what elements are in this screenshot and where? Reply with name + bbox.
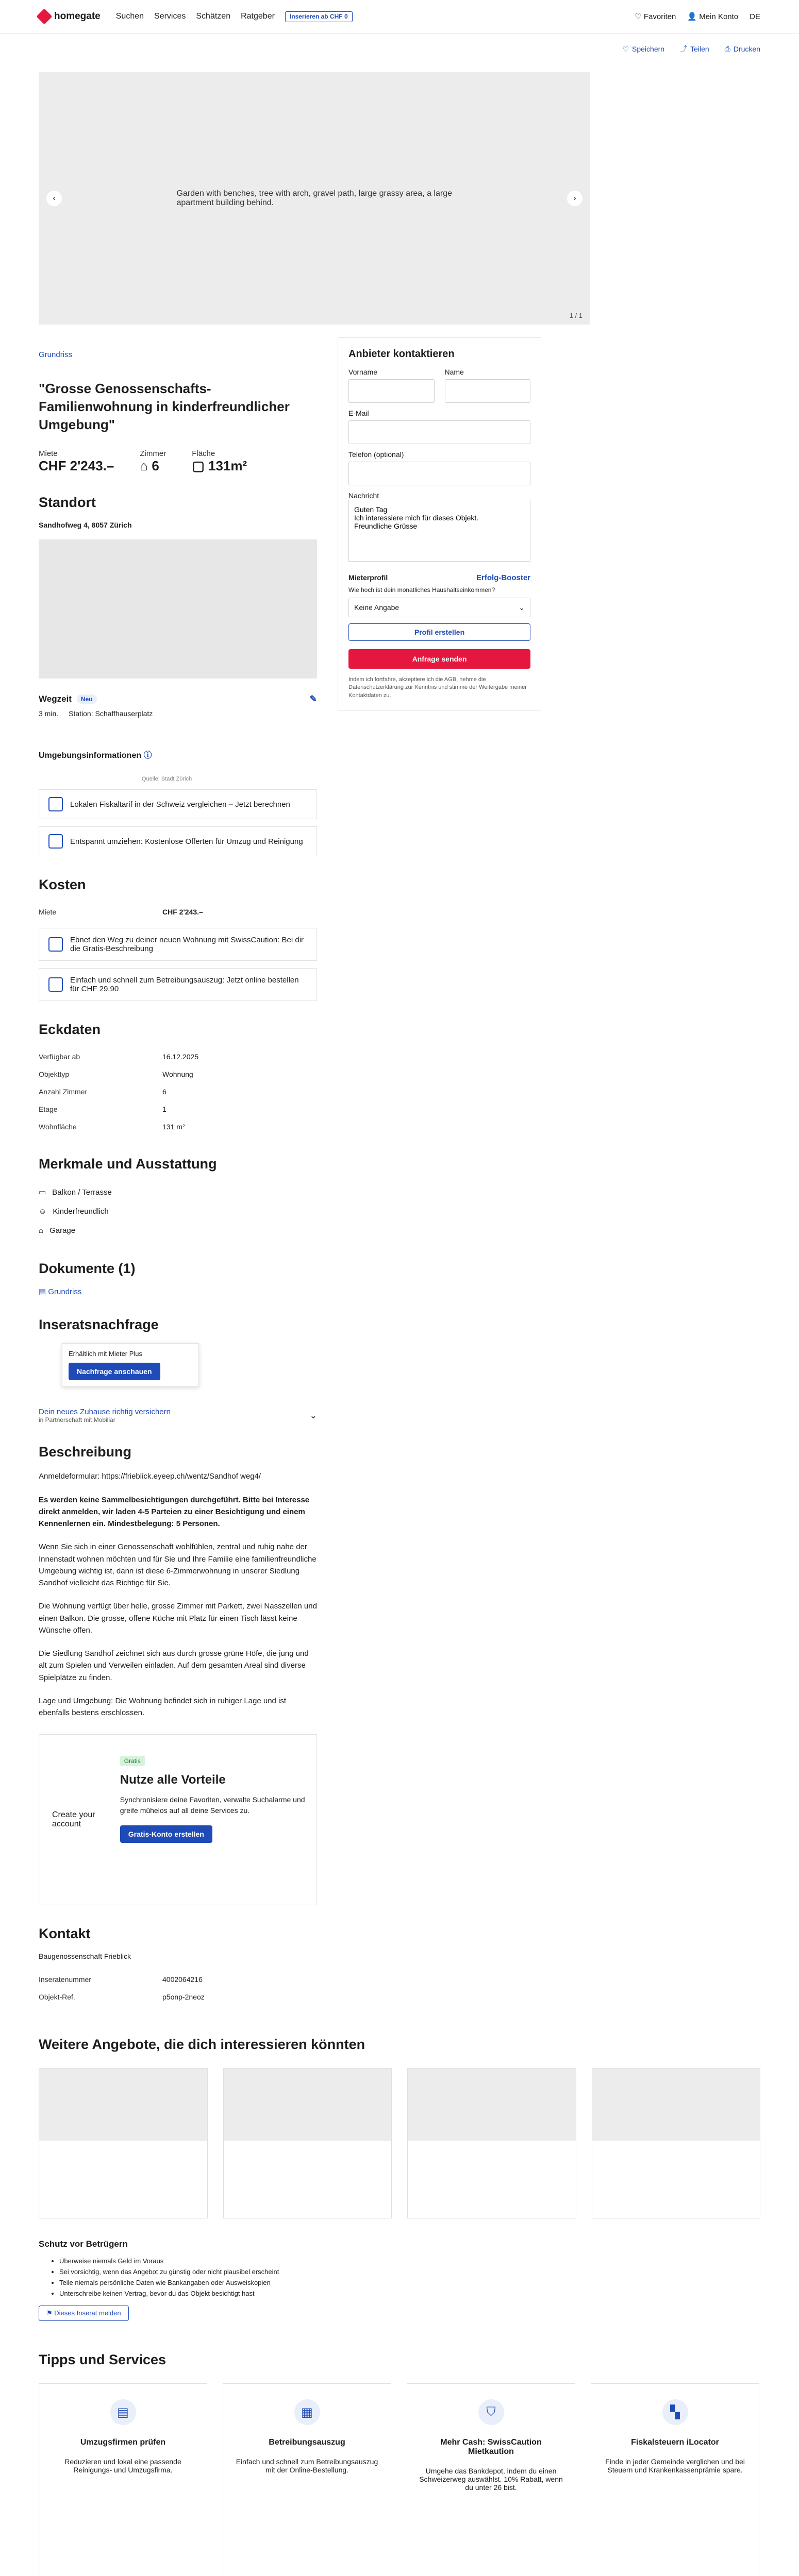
tips-heading: Tipps und Services <box>39 2352 167 2368</box>
account-link[interactable]: 👤 Mein Konto <box>687 12 739 21</box>
moving-link-card[interactable]: Entspannt umziehen: Kostenlose Offerten für Umzug und Reinigung <box>39 826 317 856</box>
rooms-label: Zimmer <box>140 449 167 459</box>
new-badge: Neu <box>77 694 97 704</box>
view-demand-button[interactable]: Nachfrage anschauen <box>69 1363 160 1380</box>
documents-heading: Dokumente (1) <box>39 1261 136 1277</box>
tax-link-card[interactable]: Lokalen Fiskaltarif in der Schweiz vergleichen – Jetzt berechnen <box>39 789 317 819</box>
insurance-link[interactable]: Dein neues Zuhause richtig versichern in Partnerschaft mit Mobiliar ⌄ <box>39 1408 317 1424</box>
lastname-field[interactable] <box>445 379 531 403</box>
description-heading: Beschreibung <box>39 1444 132 1460</box>
offer-image <box>39 2069 207 2141</box>
map[interactable] <box>39 539 317 679</box>
debt-extract-card[interactable]: Einfach und schnell zum Betreibungsauszug: Jetzt online bestellen für CHF 29.90 <box>39 968 317 1001</box>
fraud-tip: • Unterschreibe keinen Vertrag, bevor du das Objekt besichtigt hast <box>59 2289 760 2299</box>
area-icon: ▢ <box>192 458 208 474</box>
contact-name: Baugenossenschaft Frieblick <box>39 1952 131 1961</box>
source-note: Quelle: Stadt Zürich <box>142 776 192 783</box>
description-paragraph: Die Siedlung Sandhof zeichnet sich aus durch grosse grüne Höfe, die jung und alt zum Spielen und Verweilen einladen. Auf dem gesamten Areal sind diverse Spielplätze zu finden. <box>39 1649 309 1682</box>
costs-heading: Kosten <box>39 877 86 893</box>
flag-icon: ⚑ <box>46 2309 55 2317</box>
floorplan-link[interactable]: Grundriss <box>39 350 73 359</box>
description-paragraph: Die Wohnung verfügt über helle, grosse Zimmer mit Parkett, zwei Nasszellen und einen Balkon. Die grosse, offene Küche mit Platz für einen Tisch lässt keine Wünsche offen. <box>39 1602 317 1635</box>
heart-icon: ♡ <box>635 12 644 21</box>
profile-label: Mieterprofil <box>348 573 388 582</box>
feature-item: ⌂ Garage <box>39 1226 76 1235</box>
share-icon: ⤴ <box>680 45 688 53</box>
balcony-icon: ▭ <box>39 1188 46 1197</box>
nav-item-services[interactable]: Services <box>154 12 186 21</box>
create-profile-button[interactable]: Profil erstellen <box>348 623 530 641</box>
image-gallery[interactable] <box>39 72 590 325</box>
nav-item-guide[interactable]: Ratgeber <box>241 12 275 21</box>
email-field[interactable] <box>348 420 530 444</box>
tip-card[interactable]: ▦ Betreibungsauszug Einfach und schnell zum Betreibungsauszug mit der Online-Bestellung. <box>223 2383 391 2576</box>
rent-value: CHF 2'243.– <box>39 458 114 474</box>
tip-card[interactable]: ▤ Umzugsfirmen prüfen Reduzieren und lokal eine passende Reinigungs- und Umzugsfirma. <box>39 2383 207 2576</box>
offer-card[interactable] <box>39 2068 208 2218</box>
child-icon: ☺ <box>39 1207 47 1216</box>
location-heading: Standort <box>39 495 96 511</box>
garage-icon: ⌂ <box>39 1226 44 1235</box>
rooms-value: 6 <box>152 458 159 474</box>
document-icon: ▦ <box>294 2399 320 2425</box>
more-offers-heading: Weitere Angebote, die dich interessieren könnten <box>39 2037 365 2053</box>
offer-image <box>224 2069 392 2141</box>
heart-icon: ♡ <box>622 44 629 53</box>
shield-icon: ⛉ <box>478 2399 504 2425</box>
free-badge: Gratis <box>120 1756 145 1766</box>
report-listing-button[interactable]: ⚑ Dieses Inserat melden <box>39 2306 129 2321</box>
profile-boost-link[interactable]: Erfolg-Booster <box>476 573 530 582</box>
commute-label: Wegzeit <box>39 694 72 704</box>
area-label: Fläche <box>192 449 215 459</box>
description-paragraph: Lage und Umgebung: Die Wohnung befindet sich in ruhiger Lage und ist ebenfalls bestens erschlossen. <box>39 1696 287 1718</box>
feature-item: ☺ Kinderfreundlich <box>39 1207 109 1216</box>
cost-rent-value: CHF 2'243.– <box>162 908 203 917</box>
legal-note: Indem ich fortfahre, akzeptiere ich die AGB, nehme die Datenschutzerklärung zur Kenntnis und stimme der Weitergabe meiner Kontaktdaten zu. <box>348 676 527 699</box>
tip-card[interactable]: ⛉ Mehr Cash: SwissCaution Mietkaution Umgehe das Bankdepot, indem du einen Schweizerweg auswählst. 10% Rabatt, wenn du unter 26 bist. <box>407 2383 575 2576</box>
keydata-row: Objekttyp Wohnung <box>39 1070 193 1079</box>
form-heading: Anbieter kontaktieren <box>348 348 455 360</box>
truck-icon <box>48 834 63 849</box>
favorites-link[interactable]: ♡ Favoriten <box>635 12 676 21</box>
document-icon: ▤ <box>39 1287 48 1297</box>
feature-item: ▭ Balkon / Terrasse <box>39 1188 112 1197</box>
user-icon: 👤 <box>687 12 700 21</box>
language-select[interactable]: DE <box>750 12 760 21</box>
firstname-field[interactable] <box>348 379 435 403</box>
chevron-left-icon[interactable]: ‹ <box>46 191 62 206</box>
rent-label: Miete <box>39 449 58 459</box>
image-caption: Garden with benches, tree with arch, gravel path, large grassy area, a large apartment building behind. <box>176 189 453 207</box>
offer-image <box>408 2069 576 2141</box>
description-paragraph: Anmeldeformular: https://frieblick.eyeep.ch/wentz/Sandhof weg4/ <box>39 1472 261 1481</box>
listing-title: "Grosse Genossenschafts-Familienwohnung in kinderfreundlicher Umgebung" <box>39 381 290 433</box>
description-paragraph: Wenn Sie sich in einer Genossenschaft wohlfühlen, zentral und ruhig nahe der Innenstadt wohnen möchten und für Sie und Ihre Familie eine familienfreundliche Umgebung wichtig ist, dann ist diese 6-Zimmerwohnung in unserer Siedlung Sandhof vielleicht das Richtige für Sie. <box>39 1543 317 1588</box>
keydata-heading: Eckdaten <box>39 1022 101 1038</box>
environment-info[interactable]: Umgebungsinformationen ⓘ <box>39 751 152 760</box>
offer-card[interactable] <box>407 2068 576 2218</box>
share-button[interactable]: ⤴ Teilen <box>680 45 709 53</box>
contact-heading: Kontakt <box>39 1926 91 1942</box>
offer-card[interactable] <box>592 2068 761 2218</box>
demand-tooltip: Erhältlich mit Mieter Plus Nachfrage anschauen <box>62 1343 199 1387</box>
chevron-down-icon: ⌄ <box>309 1410 317 1420</box>
deposit-card[interactable]: Ebnet den Weg zu deiner neuen Wohnung mit SwissCaution: Bei dir die Gratis-Beschreibung <box>39 928 317 961</box>
tip-card[interactable]: ▚ Fiskalsteuern iLocator Finde in jeder Gemeinde verglichen und bei Steuern und Krankenkassenprämie spare. <box>591 2383 759 2576</box>
offer-card[interactable] <box>223 2068 392 2218</box>
keydata-row: Verfügbar ab 16.12.2025 <box>39 1053 199 1061</box>
top-header <box>0 0 799 33</box>
phone-field[interactable] <box>348 462 530 485</box>
document-icon <box>48 977 63 992</box>
chevron-down-icon: ⌄ <box>519 603 525 612</box>
brand-logo[interactable]: homegate <box>39 11 101 22</box>
document-link[interactable]: ▤ Grundriss <box>39 1287 82 1297</box>
fraud-tip: • Überweise niemals Geld im Voraus <box>59 2256 760 2267</box>
calculator-icon <box>48 797 63 811</box>
demand-heading: Inseratsnachfrage <box>39 1317 159 1333</box>
keydata-row: Wohnfläche 131 m² <box>39 1123 185 1131</box>
save-button[interactable]: ♡ Speichern <box>622 44 665 53</box>
income-select[interactable]: Keine Angabe ⌄ <box>348 598 530 617</box>
chevron-right-icon[interactable]: › <box>567 191 582 206</box>
features-heading: Merkmale und Ausstattung <box>39 1156 217 1172</box>
cost-rent-label: Miete <box>39 908 57 917</box>
signup-promo <box>39 1734 317 1905</box>
signup-heading: Nutze alle Vorteile <box>120 1773 226 1787</box>
address: Sandhofweg 4, 8057 Zürich <box>39 521 132 530</box>
shield-icon <box>48 937 63 952</box>
rooms-icon: ⌂ <box>140 458 152 474</box>
fraud-tip: • Sei vorsichtig, wenn das Angebot zu günstig oder nicht plausibel erscheint <box>59 2267 760 2278</box>
income-question: Wie hoch ist dein monatliches Haushaltseinkommen? <box>348 586 495 594</box>
fraud-tip: • Teile niemals persönliche Daten wie Bankangaben oder Ausweiskopien <box>59 2278 760 2289</box>
signup-left-label: Create your account <box>52 1810 95 1829</box>
fraud-heading: Schutz vor Betrügern <box>39 2239 128 2249</box>
area-value: 131m² <box>208 458 247 474</box>
keydata-row: Etage 1 <box>39 1105 167 1114</box>
nav-item-estimate[interactable]: Schätzen <box>196 12 231 21</box>
offer-image <box>592 2069 760 2141</box>
contact-form: Anbieter kontaktieren Vorname Name E-Mail Telefon (optional) Nachricht Guten Tag Ich interessiere mich für dieses Objekt. Freundliche Grüsse Mieterprofil Erfolg-Booster Wie hoch ist dein monatliches Haushaltseinkommen? Keine Angabe ⌄ Profil erstellen Anfrage senden Indem ich fortfahre, akzeptiere ich die AGB, nehme die Datenschutzerklärung zur Kenntnis und stimme der Weitergabe meiner Kontaktdaten zu. <box>338 337 541 710</box>
signup-text: Synchronisiere deine Favoriten, verwalte Suchalarme und greife mühelos auf all deine Services zu. <box>120 1795 305 1815</box>
logo-icon <box>36 8 52 24</box>
nav-item-search[interactable]: Suchen <box>115 12 144 21</box>
edit-icon[interactable]: ✎ <box>309 694 317 704</box>
create-account-button[interactable]: Gratis-Konto erstellen <box>120 1825 212 1843</box>
image-counter: 1 / 1 <box>569 312 582 319</box>
description-paragraph: Es werden keine Sammelbesichtigungen durchgeführt. Bitte bei Interesse direkt anmelden, wir laden 4-5 Parteien zu einer Besichtigung und einem Kennenlernen ein. Mindestbelegung: 5 Personen. <box>39 1495 310 1529</box>
send-request-button[interactable]: Anfrage senden <box>348 649 530 669</box>
commute-time: 3 min. <box>39 709 59 718</box>
message-field[interactable] <box>348 500 530 562</box>
print-icon: ⎙ <box>724 44 730 53</box>
info-icon: ⓘ <box>143 751 152 760</box>
map-icon: ▚ <box>662 2399 688 2425</box>
print-button[interactable]: ⎙ Drucken <box>724 44 760 53</box>
clipboard-icon: ▤ <box>110 2399 136 2425</box>
keydata-row: Anzahl Zimmer 6 <box>39 1088 167 1096</box>
commute-station: Station: Schaffhauserplatz <box>69 709 153 718</box>
advertise-button[interactable]: Inserieren ab CHF 0 <box>285 11 353 22</box>
